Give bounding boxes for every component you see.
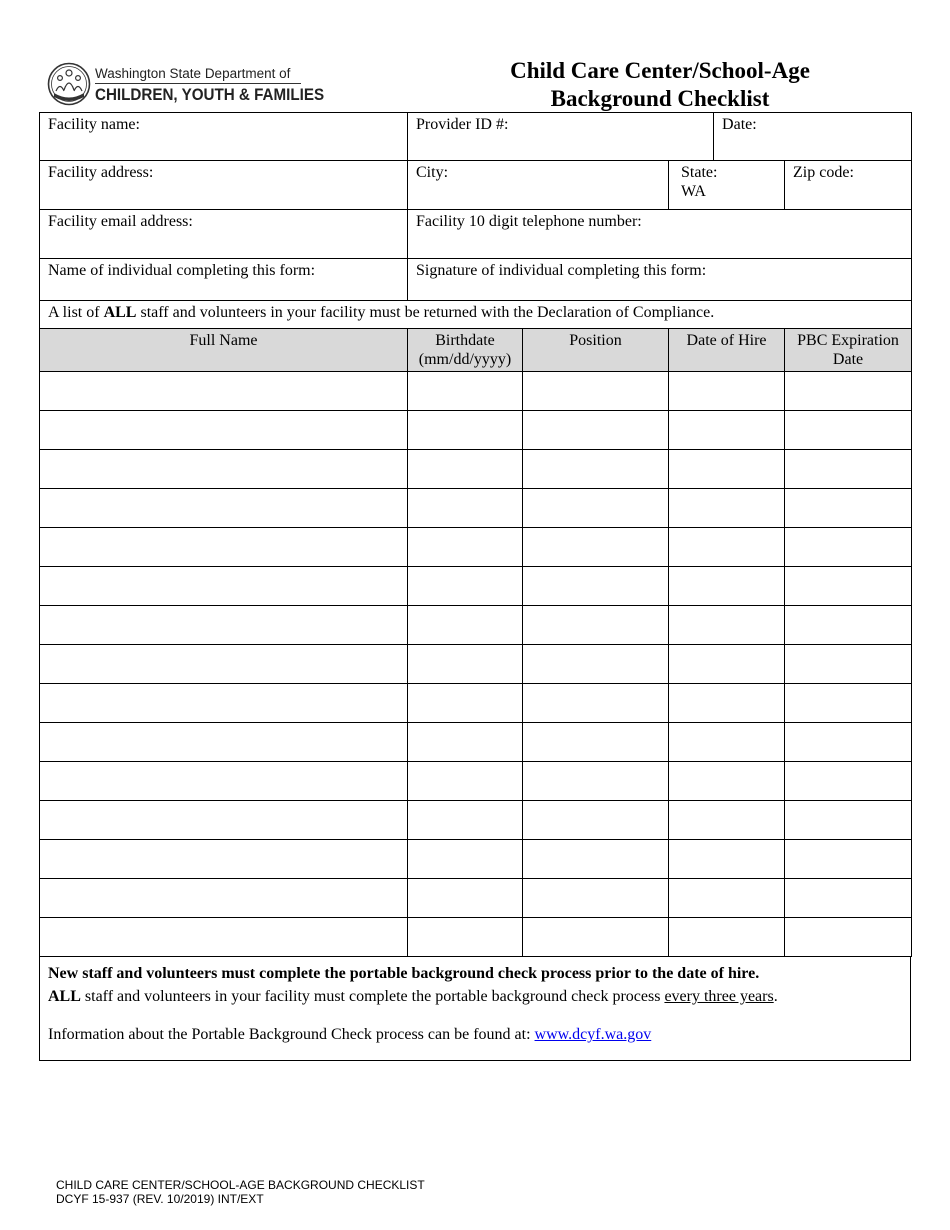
cell-date-of-hire[interactable] [669,801,785,840]
cell-position[interactable] [523,489,669,528]
cell-pbc-expiration[interactable] [785,606,912,645]
staff-table-row [40,684,912,723]
form-footer [56,1178,425,1206]
dcyf-website-link[interactable]: www.dcyf.wa.gov [534,1026,652,1043]
cell-pbc-expiration[interactable] [785,762,912,801]
cell-date-of-hire[interactable] [669,567,785,606]
staff-table-row [40,918,912,957]
cell-date-of-hire[interactable] [669,840,785,879]
column-header-date-of-hire: Date of Hire [669,329,785,372]
cell-birthdate[interactable] [408,450,523,489]
provider-id-field[interactable]: Provider ID #: [408,113,714,161]
notes-section [39,956,911,1061]
cell-date-of-hire[interactable] [669,528,785,567]
cell-birthdate[interactable] [408,918,523,957]
cell-date-of-hire[interactable] [669,762,785,801]
logo-agency-text: CHILDREN, YOUTH & FAMILIES [95,86,325,104]
cell-birthdate[interactable] [408,606,523,645]
cell-date-of-hire[interactable] [669,606,785,645]
facility-phone-field[interactable]: Facility 10 digit telephone number: [408,210,912,259]
cell-date-of-hire[interactable] [669,723,785,762]
cell-position[interactable] [523,840,669,879]
zip-code-field[interactable]: Zip code: [785,161,912,210]
cell-date-of-hire[interactable] [669,684,785,723]
staff-table-row [40,567,912,606]
staff-table-body [40,372,912,957]
cell-position[interactable] [523,567,669,606]
staff-table-row [40,645,912,684]
cell-position[interactable] [523,918,669,957]
cell-full-name[interactable] [40,840,408,879]
cell-pbc-expiration[interactable] [785,645,912,684]
cell-position[interactable] [523,606,669,645]
cell-pbc-expiration[interactable] [785,801,912,840]
cell-pbc-expiration[interactable] [785,528,912,567]
cell-full-name[interactable] [40,450,408,489]
cell-birthdate[interactable] [408,489,523,528]
cell-birthdate[interactable] [408,879,523,918]
cell-birthdate[interactable] [408,411,523,450]
staff-table-row [40,801,912,840]
footer-form-number: DCYF 15-937 (REV. 10/2019) INT/EXT [56,1192,264,1206]
date-field[interactable]: Date: [714,113,912,161]
dcyf-seal-icon [47,62,91,106]
cell-birthdate[interactable] [408,762,523,801]
cell-birthdate[interactable] [408,801,523,840]
cell-date-of-hire[interactable] [669,489,785,528]
cell-pbc-expiration[interactable] [785,489,912,528]
cell-date-of-hire[interactable] [669,372,785,411]
cell-pbc-expiration[interactable] [785,723,912,762]
name-of-individual-field[interactable]: Name of individual completing this form: [40,259,408,301]
cell-full-name[interactable] [40,801,408,840]
cell-position[interactable] [523,879,669,918]
cell-birthdate[interactable] [408,567,523,606]
cell-full-name[interactable] [40,879,408,918]
cell-pbc-expiration[interactable] [785,372,912,411]
cell-position[interactable] [523,801,669,840]
cell-birthdate[interactable] [408,840,523,879]
staff-table-row [40,840,912,879]
cell-full-name[interactable] [40,723,408,762]
column-header-position: Position [523,329,669,372]
cell-full-name[interactable] [40,528,408,567]
cell-position[interactable] [523,411,669,450]
cell-position[interactable] [523,450,669,489]
cell-position[interactable] [523,645,669,684]
staff-table-row [40,606,912,645]
cell-full-name[interactable] [40,684,408,723]
staff-table-header [40,329,912,372]
cell-birthdate[interactable] [408,528,523,567]
facility-address-field[interactable]: Facility address: [40,161,408,210]
cell-pbc-expiration[interactable] [785,684,912,723]
facility-name-field[interactable]: Facility name: [40,113,408,161]
logo-department-text: Washington State Department of [95,66,291,81]
title-line-1: Child Care Center/School-Age [510,58,810,83]
cell-birthdate[interactable] [408,723,523,762]
footer-form-title: CHILD CARE CENTER/SCHOOL-AGE BACKGROUND CHECKLIST [56,1178,425,1192]
cell-pbc-expiration[interactable] [785,918,912,957]
city-field[interactable]: City: [408,161,669,210]
dcyf-logo [47,62,325,108]
cell-full-name[interactable] [40,606,408,645]
info-note: Information about the Portable Background Check process can be found at: www.dcyf.wa.gov [48,1026,652,1043]
instruction-text: A list of ALL staff and volunteers in your facility must be returned with the Declaration of Compliance. [40,301,912,329]
logo-divider [95,83,301,84]
page-title [440,57,880,113]
cell-pbc-expiration[interactable] [785,879,912,918]
staff-table-row [40,450,912,489]
cell-position[interactable] [523,762,669,801]
cell-pbc-expiration[interactable] [785,411,912,450]
facility-email-field[interactable]: Facility email address: [40,210,408,259]
cell-full-name[interactable] [40,567,408,606]
cell-position[interactable] [523,723,669,762]
background-checklist-form [39,112,912,957]
cell-full-name[interactable] [40,762,408,801]
cell-birthdate[interactable] [408,372,523,411]
state-field[interactable]: State: WA [669,161,785,210]
cell-pbc-expiration[interactable] [785,450,912,489]
staff-table-row [40,489,912,528]
column-header-full-name: Full Name [40,329,408,372]
cell-full-name[interactable] [40,372,408,411]
staff-table-row [40,411,912,450]
staff-table-row [40,528,912,567]
cell-date-of-hire[interactable] [669,879,785,918]
cell-date-of-hire[interactable] [669,411,785,450]
cell-position[interactable] [523,372,669,411]
staff-table-row [40,372,912,411]
staff-table-row [40,762,912,801]
column-header-pbc-expiration: PBC Expiration Date [785,329,912,372]
cell-full-name[interactable] [40,489,408,528]
cell-position[interactable] [523,684,669,723]
cell-date-of-hire[interactable] [669,450,785,489]
cell-birthdate[interactable] [408,684,523,723]
column-header-birthdate: Birthdate (mm/dd/yyyy) [408,329,523,372]
cell-pbc-expiration[interactable] [785,840,912,879]
cell-date-of-hire[interactable] [669,918,785,957]
cell-full-name[interactable] [40,918,408,957]
staff-table-row [40,723,912,762]
cell-birthdate[interactable] [408,645,523,684]
staff-table-row [40,879,912,918]
new-staff-note: New staff and volunteers must complete the portable background check process prior to the date of hire. [48,965,760,982]
title-line-2: Background Checklist [550,86,770,111]
cell-pbc-expiration[interactable] [785,567,912,606]
cell-date-of-hire[interactable] [669,645,785,684]
all-staff-note: ALL staff and volunteers in your facility must complete the portable background check process every three years. [48,988,778,1005]
signature-field[interactable]: Signature of individual completing this form: [408,259,912,301]
cell-full-name[interactable] [40,645,408,684]
cell-full-name[interactable] [40,411,408,450]
state-value: WA [681,183,706,200]
cell-position[interactable] [523,528,669,567]
